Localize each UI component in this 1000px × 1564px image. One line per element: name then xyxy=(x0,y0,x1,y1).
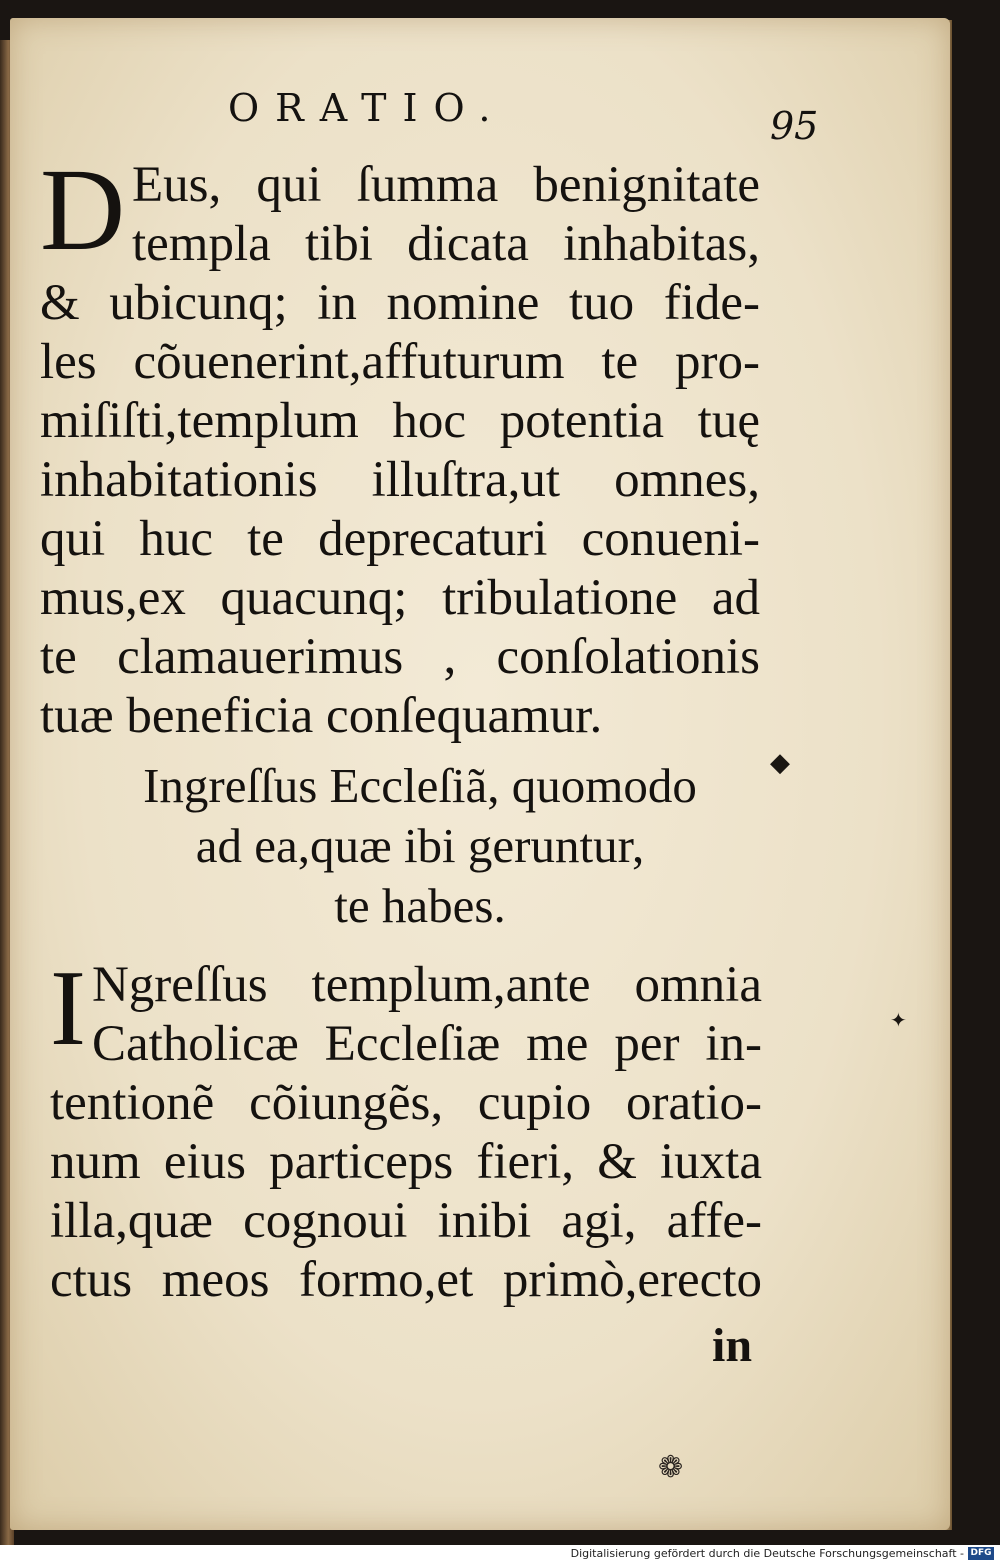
ink-speck-decoration: ✦ xyxy=(890,1008,907,1032)
drop-cap-initial: D xyxy=(40,144,126,275)
text-line: qui huc te deprecaturi conueni- xyxy=(40,511,760,567)
text-line: te clamauerimus , conſolationis xyxy=(40,629,760,685)
paragraph-prayer xyxy=(40,144,760,746)
text-line: tentionẽ cõiungẽs, cupio oratio- xyxy=(50,1075,762,1131)
text-line: Catholicæ Eccleſiæ me per in- xyxy=(91,1016,762,1072)
paragraph-entering-church xyxy=(50,949,762,1310)
text-line: templa tibi dicata inhabitas, xyxy=(132,216,760,272)
heading-line: te habes. xyxy=(334,878,506,933)
text-line: ctus meos formo,et primò,erecto xyxy=(50,1252,762,1308)
book-page xyxy=(10,18,950,1530)
text-line: num eius particeps fieri, & iuxta xyxy=(50,1134,762,1190)
funding-credit: Digitalisierung gefördert durch die Deutsche Forschungsgemeinschaft - xyxy=(570,1547,964,1560)
text-line: Eus, qui ſumma benignitate xyxy=(132,157,760,213)
catchword: in xyxy=(712,1319,753,1372)
text-line: mus,ex quacunq; tribulatione ad xyxy=(40,570,760,626)
ornament-icon: ❁ xyxy=(658,1450,684,1485)
text-line: & ubicunq; in nomine tuo fide- xyxy=(40,275,760,331)
text-line: inhabitationis illuſtra,ut omnes, xyxy=(40,452,760,508)
dfg-logo-icon: DFG xyxy=(968,1547,994,1560)
text-line: tuæ beneficia conſequamur. xyxy=(40,688,603,744)
text-line: Ngreſſus templum,ante omnia xyxy=(91,957,762,1013)
running-head: ORATIO. xyxy=(228,86,507,130)
text-line: illa,quæ cognoui inibi agi, affe- xyxy=(50,1193,762,1249)
section-heading xyxy=(100,756,740,936)
text-line: les cõuenerint,affuturum te pro- xyxy=(40,334,760,390)
heading-line: Ingreſſus Eccleſiã, quomodo xyxy=(143,758,697,813)
page-number: 95 xyxy=(770,104,819,148)
heading-line: ad ea,quæ ibi geruntur, xyxy=(195,818,645,873)
drop-cap-initial: I xyxy=(50,949,86,1068)
text-line: miſiſti,templum hoc potentia tuę xyxy=(40,393,760,449)
ink-speck-decoration: ◆ xyxy=(770,748,790,778)
